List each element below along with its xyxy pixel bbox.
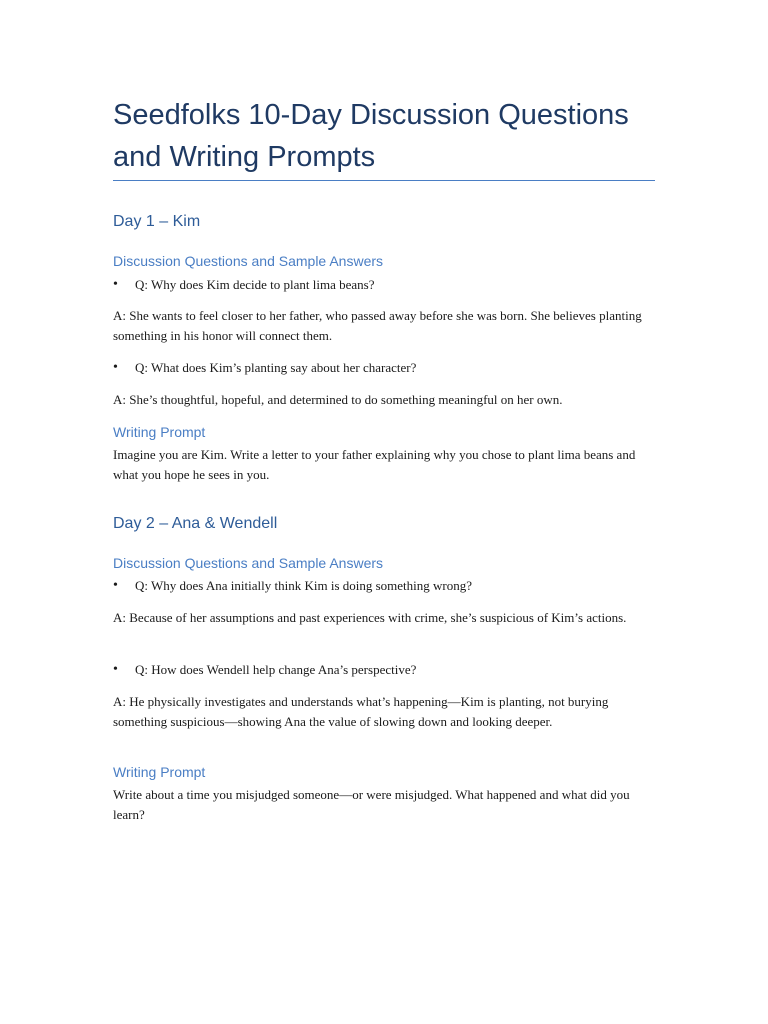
day-2-discussion-heading: Discussion Questions and Sample Answers [113,555,384,571]
day-2-writing-text: Write about a time you misjudged someone—or were misjudged. What happened and what did you learn? [113,787,630,822]
day-1-answer-1: A: She wants to feel closer to her father, who passed away before she was born. She believes planting something in his honor will connect them. [113,308,642,343]
bullet-icon: • [113,277,118,292]
title-underline [113,180,655,181]
bullet-icon: • [113,360,118,375]
day-1-answer-2: A: She’s thoughtful, hopeful, and determined to do something meaningful on her own. [113,392,563,407]
bullet-icon: • [113,578,118,593]
document-title: Seedfolks 10-Day Discussion Questions and Writing Prompts [113,99,629,173]
day-1-discussion-heading: Discussion Questions and Sample Answers [113,253,384,269]
question-text: Q: What does Kim’s planting say about her character? [135,360,417,375]
day-2-heading: Day 2 – Ana & Wendell [113,515,278,532]
day-2-answer-1: A: Because of her assumptions and past experiences with crime, she’s suspicious of Kim’s actions. [113,610,627,625]
day-1-heading: Day 1 – Kim [113,213,201,230]
question-text: Q: How does Wendell help change Ana’s perspective? [135,662,417,677]
day-2-answer-2: A: He physically investigates and understands what’s happening—Kim is planting, not burying something suspicious—showing Ana the value of slowing down and looking deeper. [113,694,609,729]
day-1-writing-text: Imagine you are Kim. Write a letter to your father explaining why you chose to plant lima beans and what you hope he sees in you. [113,447,636,482]
day-2-writing-heading: Writing Prompt [113,764,206,780]
bullet-icon: • [113,662,118,677]
question-text: Q: Why does Ana initially think Kim is doing something wrong? [135,578,473,593]
question-text: Q: Why does Kim decide to plant lima beans? [135,277,375,292]
day-1-writing-heading: Writing Prompt [113,424,206,440]
